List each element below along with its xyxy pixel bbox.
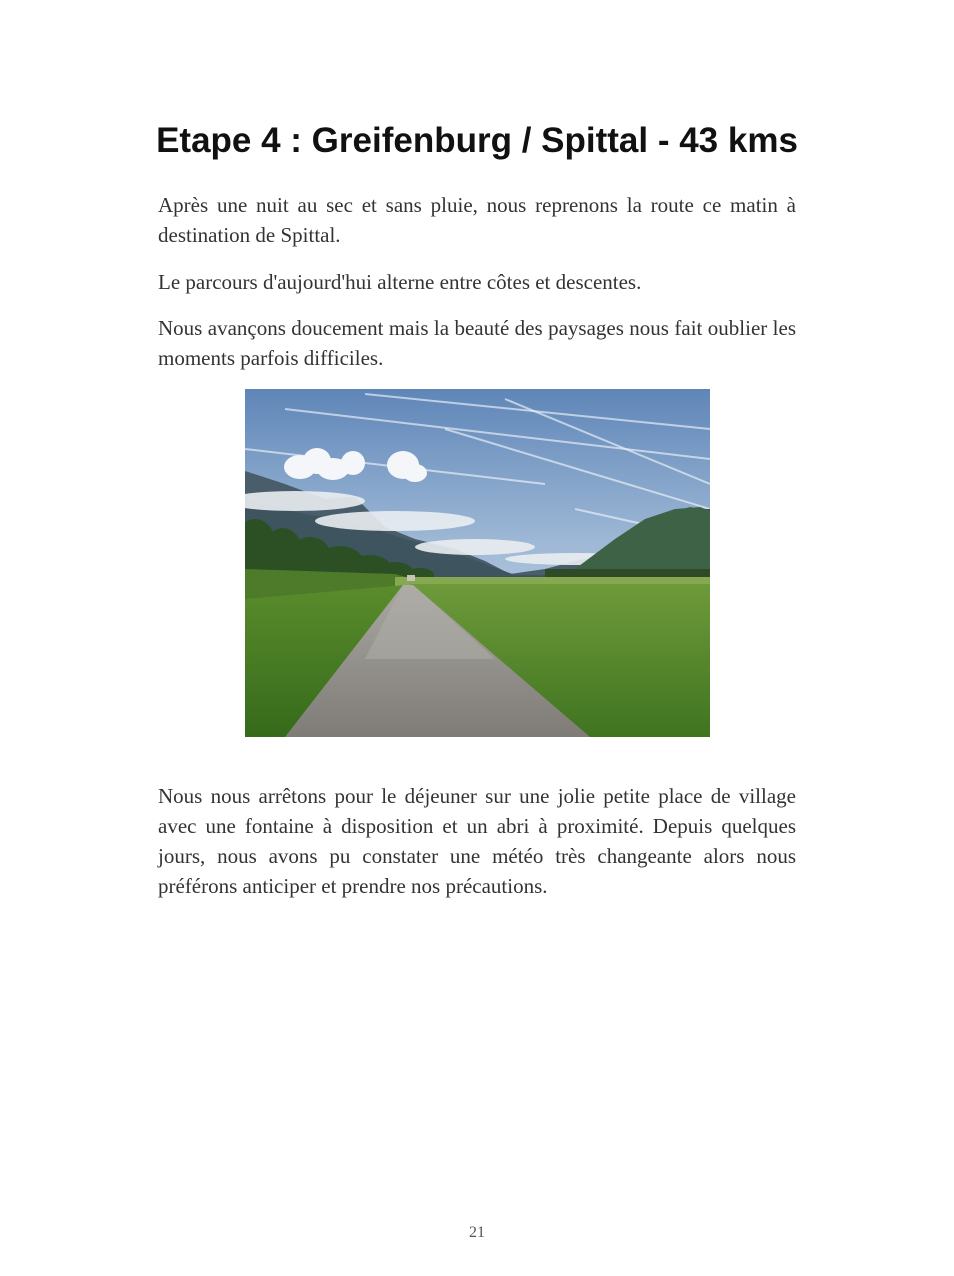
paragraph-3: Nous avançons doucement mais la beauté des paysages nous fait oublier les moments parfois difficiles. (158, 316, 796, 370)
landscape-photo (245, 389, 710, 737)
page-number: 21 (469, 1224, 485, 1241)
paragraph-1: Après une nuit au sec et sans pluie, nous reprenons la route ce matin à destination de Spittal. (158, 193, 796, 247)
paragraph-4: Nous nous arrêtons pour le déjeuner sur une jolie petite place de village avec une fontaine à disposition et un abri à proximité. Depuis quelques jours, nous avons pu constater une météo très changeante alors nous préférons anticiper et prendre nos précautions. (158, 784, 796, 898)
paragraph-2: Le parcours d'aujourd'hui alterne entre côtes et descentes. (158, 270, 642, 294)
page-title: Etape 4 : Greifenburg / Spittal - 43 kms (156, 121, 798, 160)
